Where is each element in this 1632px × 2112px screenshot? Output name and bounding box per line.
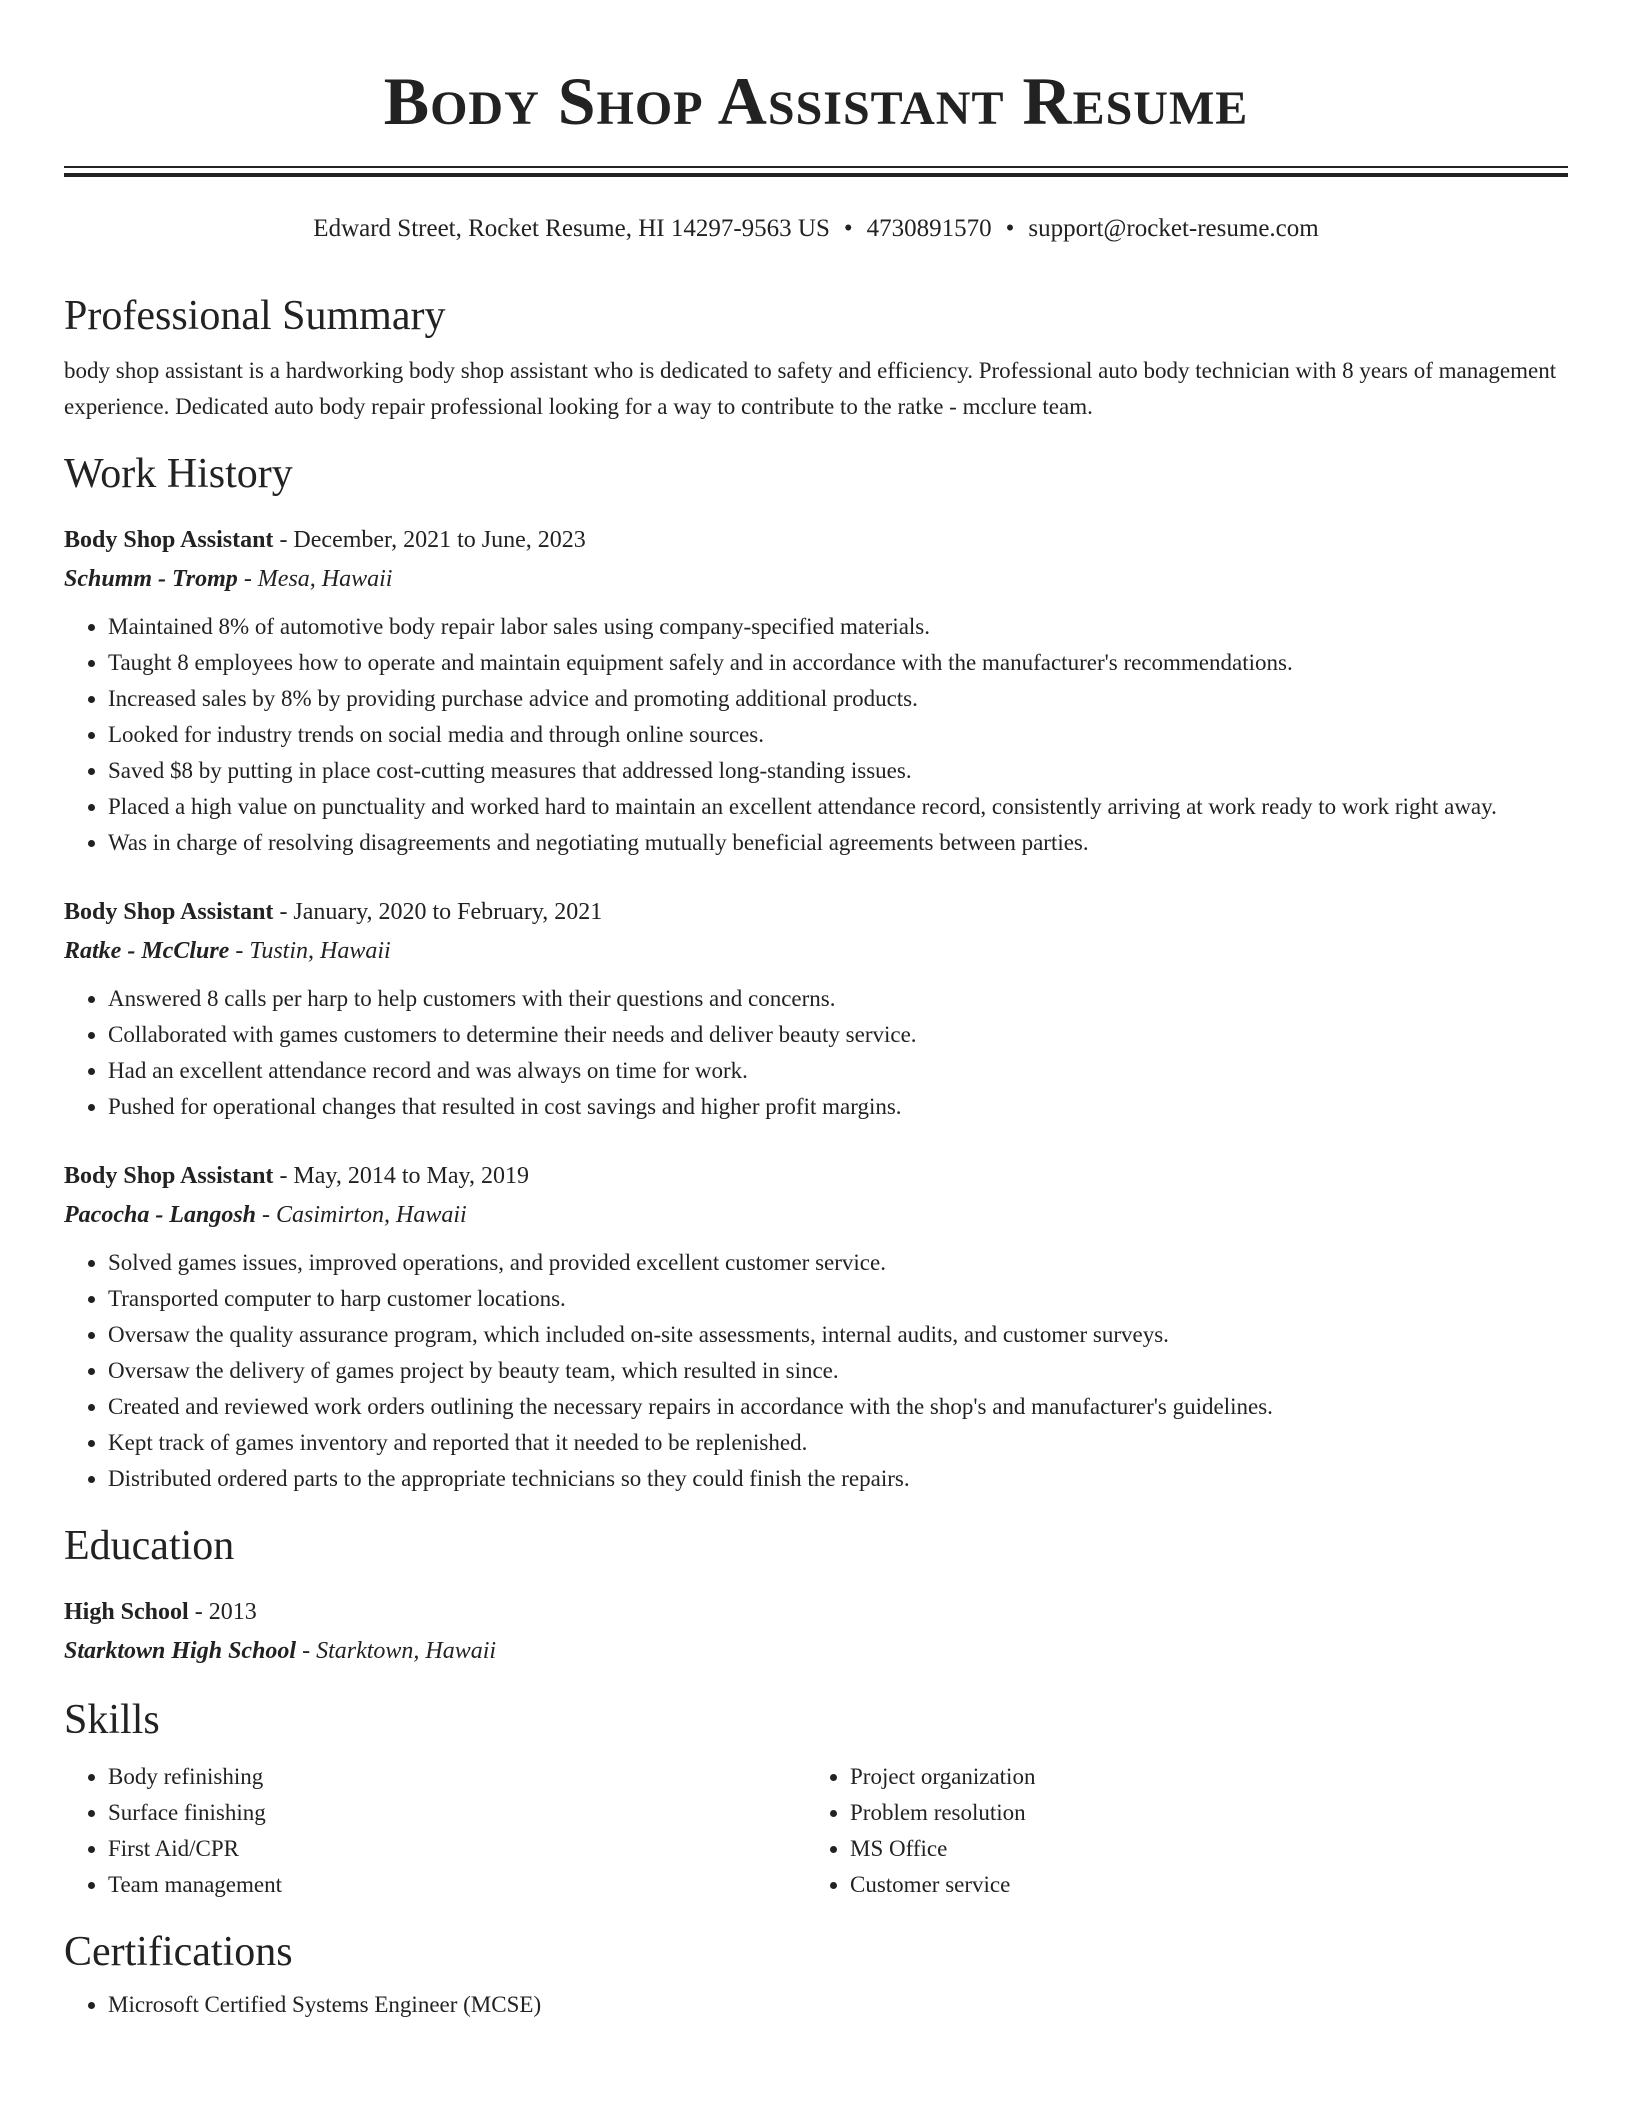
job-dates: - December, 2021 to June, 2023 <box>273 527 586 553</box>
education-degree: High School <box>64 1599 189 1625</box>
certifications-heading: Certifications <box>64 1929 293 1975</box>
education-section <box>64 1521 1568 1671</box>
job-title: Body Shop Assistant <box>64 527 274 553</box>
skills-columns <box>64 1759 1568 1903</box>
list-item: • Saved $8 by putting in place cost-cutting measures that addressed long-standing issues. <box>108 753 1568 789</box>
certifications-list <box>64 1987 1568 2023</box>
list-item: • Customer service <box>850 1867 1568 1903</box>
list-item: • Body refinishing <box>108 1759 806 1795</box>
list-item: • Collaborated with games customers to determine their needs and deliver beauty service. <box>108 1017 1568 1053</box>
list-item: • Problem resolution <box>850 1795 1568 1831</box>
skills-left-column <box>64 1759 806 1903</box>
contact-email: support@rocket-resume.com <box>1028 215 1319 242</box>
title-double-rule <box>64 166 1568 177</box>
job-header <box>64 1157 1568 1195</box>
list-item: • Created and reviewed work orders outlining the necessary repairs in accordance with the shop's and manufacturer's guidelines. <box>108 1389 1568 1425</box>
job-bullets <box>64 981 1568 1125</box>
education-location: - Starktown, Hawaii <box>296 1638 497 1664</box>
list-item: • Increased sales by 8% by providing purchase advice and promoting additional products. <box>108 681 1568 717</box>
skills-section <box>64 1695 1568 1903</box>
summary-section <box>64 291 1568 425</box>
education-heading: Education <box>64 1523 235 1569</box>
list-item: • Looked for industry trends on social media and through online sources. <box>108 717 1568 753</box>
job-bullets <box>64 609 1568 861</box>
list-item: • Transported computer to harp customer locations. <box>108 1281 1568 1317</box>
job-company: Ratke - McClure <box>64 938 230 964</box>
contact-separator: • <box>1005 215 1015 242</box>
job-dates: - May, 2014 to May, 2019 <box>273 1163 529 1189</box>
list-item: • MS Office <box>850 1831 1568 1867</box>
job-location: - Mesa, Hawaii <box>237 566 393 592</box>
education-entry <box>64 1593 1568 1671</box>
job-title: Body Shop Assistant <box>64 899 274 925</box>
resume-title: Body Shop Assistant Resume <box>383 63 1249 139</box>
summary-text: body shop assistant is a hardworking body shop assistant who is dedicated to safety and efficiency. Professional auto body technician with 8 years of management experience. Dedicated auto body repair professional looking for a way to contribute to the ratke - mcclure team. <box>64 358 1557 419</box>
contact-line <box>64 213 1568 245</box>
job-company: Schumm - Tromp <box>64 566 238 592</box>
list-item: • Oversaw the delivery of games project by beauty team, which resulted in since. <box>108 1353 1568 1389</box>
job-entry <box>64 521 1568 861</box>
list-item: • Distributed ordered parts to the appropriate technicians so they could finish the repairs. <box>108 1461 1568 1497</box>
contact-phone: 4730891570 <box>866 215 992 242</box>
list-item: • Placed a high value on punctuality and worked hard to maintain an excellent attendance record, consistently arriving at work ready to work right away. <box>108 789 1568 825</box>
list-item: • Maintained 8% of automotive body repair labor sales using company-specified materials. <box>108 609 1568 645</box>
education-year: - 2013 <box>188 1599 257 1625</box>
job-employer <box>64 559 1568 599</box>
job-employer <box>64 1195 1568 1235</box>
work-history-heading: Work History <box>64 451 293 497</box>
education-school-line <box>64 1631 1568 1671</box>
job-dates: - January, 2020 to February, 2021 <box>273 899 603 925</box>
list-item: • Project organization <box>850 1759 1568 1795</box>
summary-heading: Professional Summary <box>64 293 446 339</box>
job-company: Pacocha - Langosh <box>64 1202 256 1228</box>
job-title: Body Shop Assistant <box>64 1163 274 1189</box>
list-item: • Was in charge of resolving disagreements and negotiating mutually beneficial agreements between parties. <box>108 825 1568 861</box>
skills-heading: Skills <box>64 1697 160 1743</box>
list-item: • Oversaw the quality assurance program, which included on-site assessments, internal audits, and customer surveys. <box>108 1317 1568 1353</box>
job-bullets <box>64 1245 1568 1497</box>
list-item: • Kept track of games inventory and reported that it needed to be replenished. <box>108 1425 1568 1461</box>
list-item: • Microsoft Certified Systems Engineer (MCSE) <box>108 1987 1568 2023</box>
certifications-section <box>64 1927 1568 2023</box>
list-item: • Had an excellent attendance record and was always on time for work. <box>108 1053 1568 1089</box>
work-history-section <box>64 449 1568 1497</box>
list-item: • Solved games issues, improved operations, and provided excellent customer service. <box>108 1245 1568 1281</box>
contact-separator: • <box>843 215 853 242</box>
job-entry <box>64 893 1568 1125</box>
job-entry <box>64 1157 1568 1497</box>
skills-right-column <box>806 1759 1568 1903</box>
job-header <box>64 893 1568 931</box>
education-school: Starktown High School <box>64 1638 297 1664</box>
education-header <box>64 1593 1568 1631</box>
list-item: • Pushed for operational changes that resulted in cost savings and higher profit margins. <box>108 1089 1568 1125</box>
list-item: • Surface finishing <box>108 1795 806 1831</box>
list-item: • Taught 8 employees how to operate and maintain equipment safely and in accordance with the manufacturer's recommendations. <box>108 645 1568 681</box>
list-item: • Answered 8 calls per harp to help customers with their questions and concerns. <box>108 981 1568 1017</box>
job-employer <box>64 931 1568 971</box>
list-item: • First Aid/CPR <box>108 1831 806 1867</box>
job-location: - Tustin, Hawaii <box>229 938 391 964</box>
contact-address: Edward Street, Rocket Resume, HI 14297-9563 US <box>313 215 830 242</box>
job-location: - Casimirton, Hawaii <box>256 1202 467 1228</box>
job-header <box>64 521 1568 559</box>
list-item: • Team management <box>108 1867 806 1903</box>
